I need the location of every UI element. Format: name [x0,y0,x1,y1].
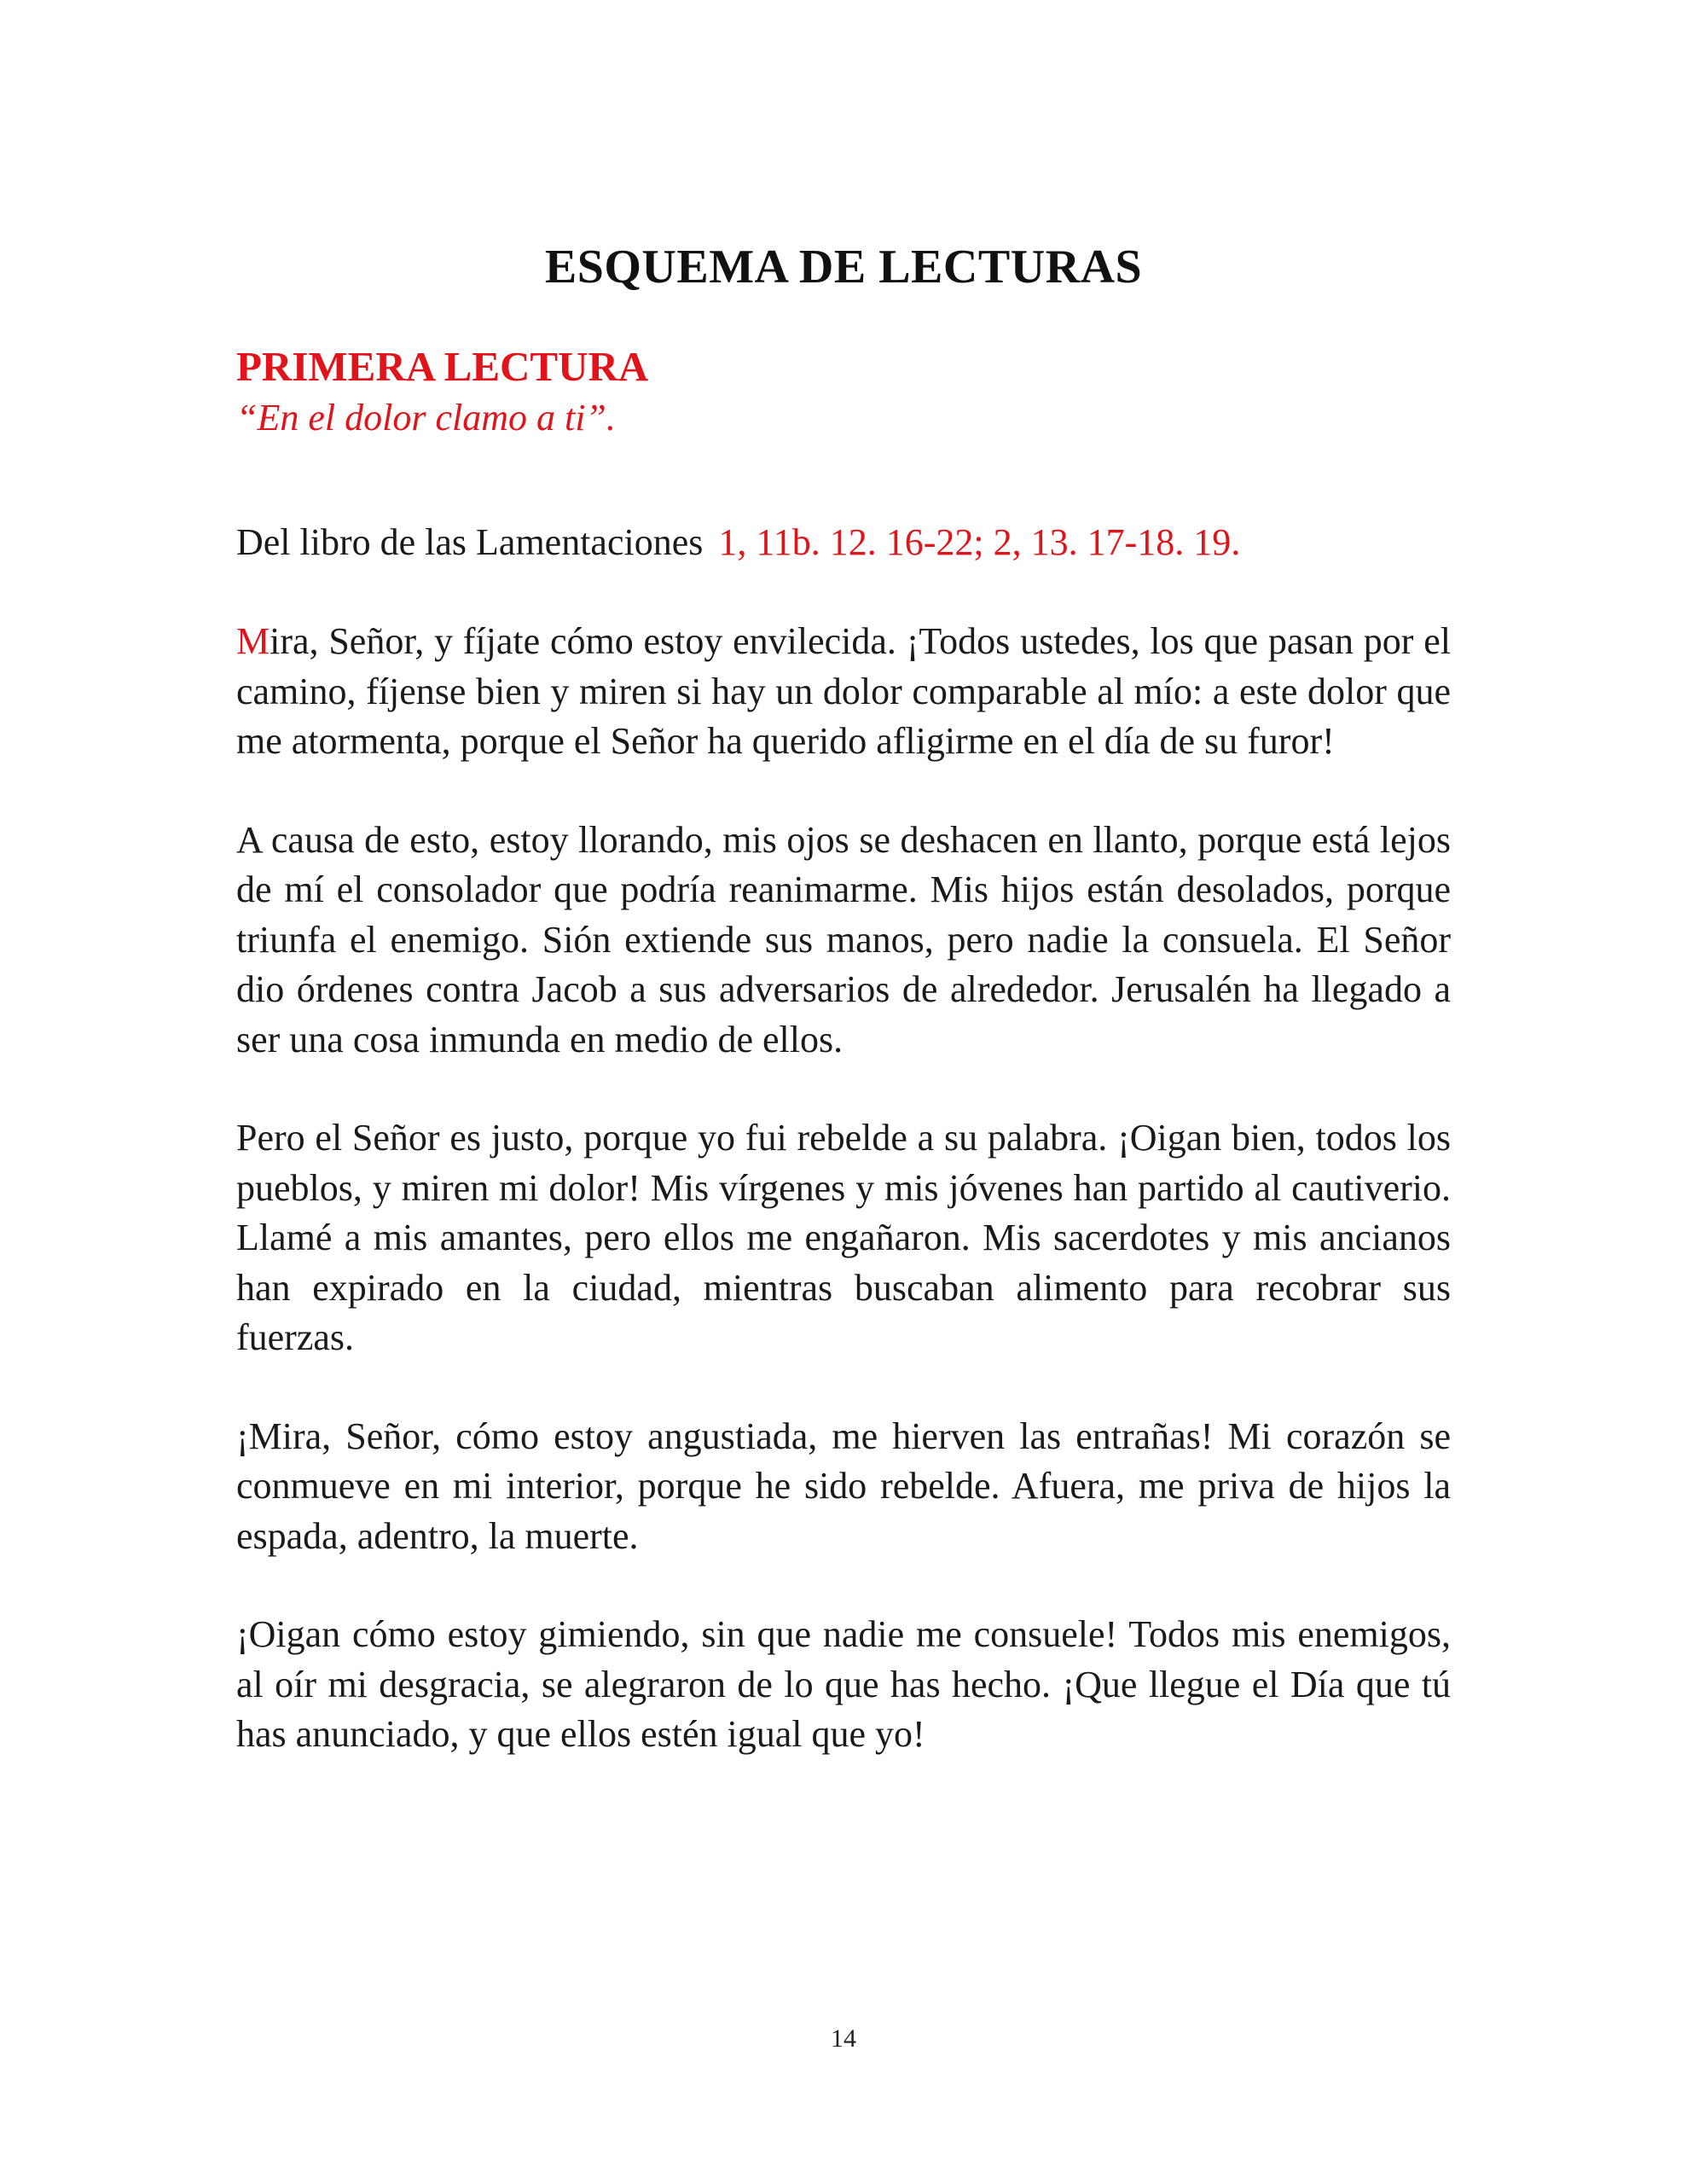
paragraph-3: Pero el Señor es justo, porque yo fui rebelde a su palabra. ¡Oigan bien, todos los pueblos, y miren mi dolor! Mis vírgenes y mis jóvenes han partido al cautiverio. Llamé a mis amantes, pero ellos me engañaron. Mis sacerdotes y mis ancianos han expirado en la ciudad, mientras buscaban alimento para recobrar sus fuerzas. [236,1117,1451,1358]
page-title: ESQUEMA DE LECTURAS [544,241,1143,293]
paragraph-1 [236,617,1451,767]
paragraph-5: ¡Oigan cómo estoy gimiendo, sin que nadie me consuele! Todos mis enemigos, al oír mi desgracia, se alegraron de lo que has hecho. ¡Que llegue el Día que tú has anunciado, y que ellos estén igual que yo! [236,1613,1451,1755]
section-heading: PRIMERA LECTURA [236,343,649,390]
page-number: 14 [831,2024,856,2053]
paragraph-4: ¡Mira, Señor, cómo estoy angustiada, me hierven las entrañas! Mi corazón se conmueve en mi interior, porque he sido rebelde. Afuera, me priva de hijos la espada, adentro, la muerte. [236,1414,1451,1557]
source-text: Del libro de las Lamentaciones [236,521,704,563]
reading-source [236,517,1451,568]
drop-initial: M [236,620,270,662]
reading-subtitle: “En el dolor clamo a ti”. [236,397,616,439]
scripture-reference: 1, 11b. 12. 16-22; 2, 13. 17-18. 19. [718,521,1241,563]
paragraph-2: A causa de esto, estoy llorando, mis ojos se deshacen en llanto, porque está lejos de mí el consolador que podría reanimarme. Mis hijos están desolados, porque triunfa el enemigo. Sión extiende sus manos, pero nadie la consuela. El Señor dio órdenes contra Jacob a sus adversarios de alrededor. Jerusalén ha llegado a ser una cosa inmunda en medio de ellos. [236,818,1451,1060]
paragraph-1-text: ira, Señor, y fíjate cómo estoy envilecida. ¡Todos ustedes, los que pasan por el camino, fíjense bien y miren si hay un dolor comparable al mío: a este dolor que me atormenta, porque el Señor ha querido afligirme en el día de su furor! [236,620,1451,762]
reading-content [236,341,1451,1760]
